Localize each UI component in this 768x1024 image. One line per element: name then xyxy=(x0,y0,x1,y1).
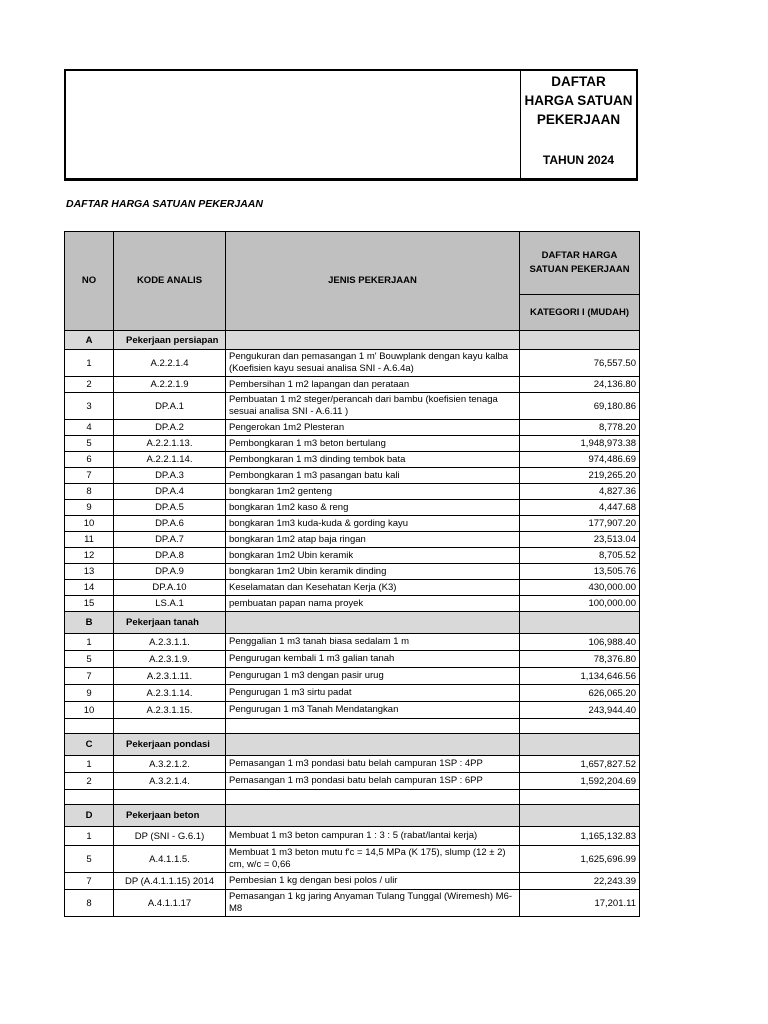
row-no: 7 xyxy=(65,668,114,685)
row-jenis-pekerjaan: Pembongkaran 1 m3 beton bertulang xyxy=(226,436,520,452)
row-jenis-pekerjaan: Pengurugan 1 m3 dengan pasir urug xyxy=(226,668,520,685)
row-price: 430,000.00 xyxy=(520,580,640,596)
section-price-empty xyxy=(520,734,640,756)
row-price: 1,657,827.52 xyxy=(520,756,640,773)
row-no: 3 xyxy=(65,393,114,420)
col-header-jenis: JENIS PEKERJAAN xyxy=(226,232,520,331)
row-no: 1 xyxy=(65,827,114,846)
section-title: Pekerjaan persiapan xyxy=(114,331,226,350)
row-kode-analis: A.2.3.1.1. xyxy=(114,634,226,651)
table-row xyxy=(65,393,640,420)
section-letter: D xyxy=(65,805,114,827)
row-price: 243,944.40 xyxy=(520,702,640,719)
row-kode-analis: A.3.2.1.2. xyxy=(114,756,226,773)
row-no: 7 xyxy=(65,468,114,484)
table-row xyxy=(65,516,640,532)
section-title: Pekerjaan pondasi xyxy=(114,734,226,756)
table-row xyxy=(65,827,640,846)
row-price: 8,705.52 xyxy=(520,548,640,564)
row-kode-analis: DP.A.10 xyxy=(114,580,226,596)
table-row xyxy=(65,532,640,548)
row-no: 5 xyxy=(65,651,114,668)
row-kode-analis: A.2.2.1.9 xyxy=(114,377,226,393)
row-price: 100,000.00 xyxy=(520,596,640,612)
row-no: 2 xyxy=(65,773,114,790)
section-price-empty xyxy=(520,612,640,634)
row-no: 9 xyxy=(65,685,114,702)
row-no: 5 xyxy=(65,846,114,873)
col-header-no: NO xyxy=(65,232,114,331)
table-row xyxy=(65,436,640,452)
row-price: 4,827.36 xyxy=(520,484,640,500)
header-blank-area xyxy=(66,71,521,178)
table-row xyxy=(65,500,640,516)
row-jenis-pekerjaan: Pembuatan 1 m2 steger/perancah dari bambu (koefisien tenaga sesuai analisa SNI - A.6.11 ) xyxy=(226,393,520,420)
row-kode-analis: A.2.3.1.15. xyxy=(114,702,226,719)
section-row xyxy=(65,734,640,756)
table-row xyxy=(65,596,640,612)
table-row xyxy=(65,651,640,668)
row-jenis-pekerjaan: Pemasangan 1 kg jaring Anyaman Tulang Tunggal (Wiremesh) M6-M8 xyxy=(226,890,520,917)
section-jenis-empty xyxy=(226,331,520,350)
row-jenis-pekerjaan: bongkaran 1m2 genteng xyxy=(226,484,520,500)
table-row xyxy=(65,685,640,702)
row-jenis-pekerjaan: Pembesian 1 kg dengan besi polos / ulir xyxy=(226,873,520,890)
row-price: 4,447.68 xyxy=(520,500,640,516)
blank-row xyxy=(65,719,640,734)
table-row xyxy=(65,548,640,564)
table-row xyxy=(65,377,640,393)
row-no: 10 xyxy=(65,702,114,719)
header-title-line2: HARGA SATUAN xyxy=(524,93,633,108)
blank-cell xyxy=(520,790,640,805)
row-jenis-pekerjaan: Pemasangan 1 m3 pondasi batu belah campuran 1SP : 4PP xyxy=(226,756,520,773)
row-price: 106,988.40 xyxy=(520,634,640,651)
section-jenis-empty xyxy=(226,612,520,634)
col-header-kode: KODE ANALIS xyxy=(114,232,226,331)
blank-cell xyxy=(226,719,520,734)
price-table xyxy=(64,231,640,917)
row-price: 626,065.20 xyxy=(520,685,640,702)
section-price-empty xyxy=(520,805,640,827)
table-row xyxy=(65,350,640,377)
blank-row xyxy=(65,790,640,805)
row-no: 1 xyxy=(65,756,114,773)
table-row xyxy=(65,756,640,773)
row-price: 1,134,646.56 xyxy=(520,668,640,685)
row-no: 1 xyxy=(65,350,114,377)
row-jenis-pekerjaan: Pemasangan 1 m3 pondasi batu belah campuran 1SP : 6PP xyxy=(226,773,520,790)
blank-cell xyxy=(114,790,226,805)
header-year: TAHUN 2024 xyxy=(542,153,615,167)
table-row xyxy=(65,873,640,890)
row-no: 8 xyxy=(65,890,114,917)
section-jenis-empty xyxy=(226,734,520,756)
row-jenis-pekerjaan: pembuatan papan nama proyek xyxy=(226,596,520,612)
row-price: 177,907.20 xyxy=(520,516,640,532)
row-jenis-pekerjaan: Keselamatan dan Kesehatan Kerja (K3) xyxy=(226,580,520,596)
section-row xyxy=(65,805,640,827)
row-jenis-pekerjaan: Membuat 1 m3 beton campuran 1 : 3 : 5 (rabat/lantai kerja) xyxy=(226,827,520,846)
row-price: 1,165,132.83 xyxy=(520,827,640,846)
section-title: Pekerjaan tanah xyxy=(114,612,226,634)
row-jenis-pekerjaan: Pengurugan 1 m3 Tanah Mendatangkan xyxy=(226,702,520,719)
row-kode-analis: DP.A.7 xyxy=(114,532,226,548)
row-jenis-pekerjaan: Pengukuran dan pemasangan 1 m' Bouwplank dengan kayu kalba (Koefisien kayu sesuai analisa SNI - A.6.4a) xyxy=(226,350,520,377)
row-price: 69,180.86 xyxy=(520,393,640,420)
row-price: 1,625,696.99 xyxy=(520,846,640,873)
row-kode-analis: DP.A.3 xyxy=(114,468,226,484)
row-kode-analis: A.2.3.1.11. xyxy=(114,668,226,685)
table-row xyxy=(65,580,640,596)
section-letter: C xyxy=(65,734,114,756)
col-header-price-group: DAFTAR HARGA SATUAN PEKERJAAN xyxy=(520,232,640,295)
row-no: 12 xyxy=(65,548,114,564)
row-price: 17,201.11 xyxy=(520,890,640,917)
table-row xyxy=(65,420,640,436)
row-price: 23,513.04 xyxy=(520,532,640,548)
row-jenis-pekerjaan: bongkaran 1m2 Ubin keramik dinding xyxy=(226,564,520,580)
row-kode-analis: DP.A.9 xyxy=(114,564,226,580)
section-jenis-empty xyxy=(226,805,520,827)
document-subtitle: DAFTAR HARGA SATUAN PEKERJAAN xyxy=(66,198,263,210)
row-jenis-pekerjaan: bongkaran 1m2 atap baja ringan xyxy=(226,532,520,548)
row-price: 13,505.76 xyxy=(520,564,640,580)
row-kode-analis: A.2.3.1.14. xyxy=(114,685,226,702)
table-row xyxy=(65,468,640,484)
section-title: Pekerjaan beton xyxy=(114,805,226,827)
row-jenis-pekerjaan: bongkaran 1m3 kuda-kuda & gording kayu xyxy=(226,516,520,532)
row-no: 8 xyxy=(65,484,114,500)
row-kode-analis: DP.A.6 xyxy=(114,516,226,532)
table-row xyxy=(65,773,640,790)
row-no: 4 xyxy=(65,420,114,436)
row-price: 22,243.39 xyxy=(520,873,640,890)
row-kode-analis: DP.A.5 xyxy=(114,500,226,516)
row-price: 974,486.69 xyxy=(520,452,640,468)
row-kode-analis: A.4.1.1.17 xyxy=(114,890,226,917)
row-kode-analis: DP.A.2 xyxy=(114,420,226,436)
row-kode-analis: A.2.2.1.13. xyxy=(114,436,226,452)
row-kode-analis: DP.A.8 xyxy=(114,548,226,564)
header-title-line3: PEKERJAAN xyxy=(536,112,621,127)
row-no: 9 xyxy=(65,500,114,516)
row-kode-analis: DP (SNI - G.6.1) xyxy=(114,827,226,846)
table-row xyxy=(65,452,640,468)
row-no: 11 xyxy=(65,532,114,548)
row-price: 78,376.80 xyxy=(520,651,640,668)
row-jenis-pekerjaan: Pembongkaran 1 m3 pasangan batu kali xyxy=(226,468,520,484)
row-no: 15 xyxy=(65,596,114,612)
table-row xyxy=(65,634,640,651)
row-price: 76,557.50 xyxy=(520,350,640,377)
header-title-block xyxy=(521,71,636,178)
section-price-empty xyxy=(520,331,640,350)
blank-cell xyxy=(65,719,114,734)
row-jenis-pekerjaan: Membuat 1 m3 beton mutu f'c = 14,5 MPa (K 175), slump (12 ± 2) cm, w/c = 0,66 xyxy=(226,846,520,873)
section-letter: B xyxy=(65,612,114,634)
section-row xyxy=(65,612,640,634)
row-jenis-pekerjaan: bongkaran 1m2 kaso & reng xyxy=(226,500,520,516)
row-price: 1,592,204.69 xyxy=(520,773,640,790)
row-kode-analis: DP.A.4 xyxy=(114,484,226,500)
row-price: 1,948,973.38 xyxy=(520,436,640,452)
row-no: 13 xyxy=(65,564,114,580)
row-kode-analis: DP.A.1 xyxy=(114,393,226,420)
row-no: 6 xyxy=(65,452,114,468)
row-kode-analis: LS.A.1 xyxy=(114,596,226,612)
row-kode-analis: A.2.2.1.14. xyxy=(114,452,226,468)
row-no: 7 xyxy=(65,873,114,890)
table-header xyxy=(65,232,640,331)
table-row xyxy=(65,846,640,873)
header-title-line1: DAFTAR xyxy=(551,74,606,89)
row-no: 1 xyxy=(65,634,114,651)
row-no: 10 xyxy=(65,516,114,532)
table-row xyxy=(65,564,640,580)
table-row xyxy=(65,484,640,500)
row-no: 14 xyxy=(65,580,114,596)
row-kode-analis: A.4.1.1.5. xyxy=(114,846,226,873)
blank-cell xyxy=(226,790,520,805)
blank-cell xyxy=(65,790,114,805)
row-price: 24,136.80 xyxy=(520,377,640,393)
col-header-price-category: KATEGORI I (MUDAH) xyxy=(520,295,640,331)
row-kode-analis: DP (A.4.1.1.15) 2014 xyxy=(114,873,226,890)
row-jenis-pekerjaan: Pengurugan kembali 1 m3 galian tanah xyxy=(226,651,520,668)
blank-cell xyxy=(520,719,640,734)
row-jenis-pekerjaan: Penggalian 1 m3 tanah biasa sedalam 1 m xyxy=(226,634,520,651)
section-letter: A xyxy=(65,331,114,350)
row-jenis-pekerjaan: bongkaran 1m2 Ubin keramik xyxy=(226,548,520,564)
table-row xyxy=(65,702,640,719)
row-jenis-pekerjaan: Pembersihan 1 m2 lapangan dan perataan xyxy=(226,377,520,393)
row-no: 5 xyxy=(65,436,114,452)
row-jenis-pekerjaan: Pembongkaran 1 m3 dinding tembok bata xyxy=(226,452,520,468)
row-no: 2 xyxy=(65,377,114,393)
table-body xyxy=(65,331,640,917)
row-price: 219,265.20 xyxy=(520,468,640,484)
row-kode-analis: A.3.2.1.4. xyxy=(114,773,226,790)
header-box xyxy=(64,69,638,181)
section-row xyxy=(65,331,640,350)
blank-cell xyxy=(114,719,226,734)
table-row xyxy=(65,668,640,685)
row-jenis-pekerjaan: Pengerokan 1m2 Plesteran xyxy=(226,420,520,436)
row-kode-analis: A.2.3.1.9. xyxy=(114,651,226,668)
row-jenis-pekerjaan: Pengurugan 1 m3 sirtu padat xyxy=(226,685,520,702)
header-title xyxy=(521,71,636,131)
row-kode-analis: A.2.2.1.4 xyxy=(114,350,226,377)
row-price: 8,778.20 xyxy=(520,420,640,436)
table-row xyxy=(65,890,640,917)
